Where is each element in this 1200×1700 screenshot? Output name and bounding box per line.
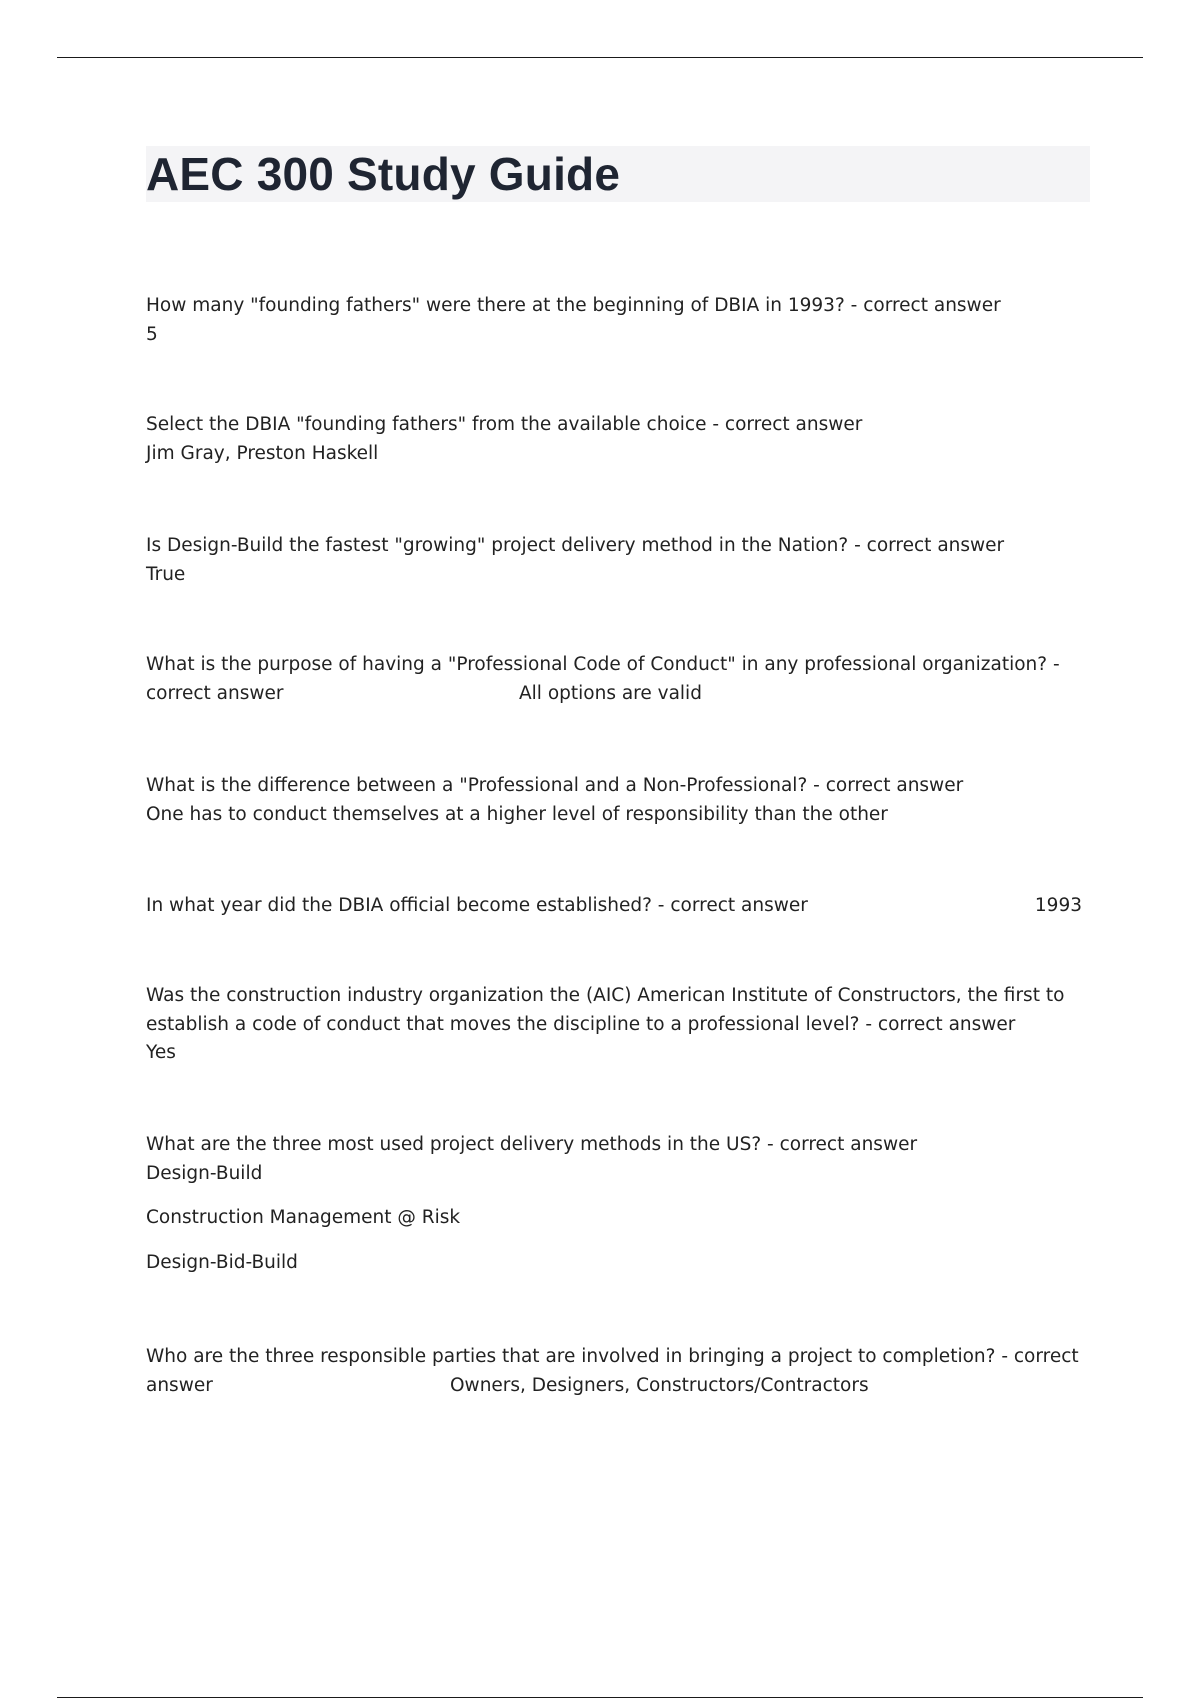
question-text: In what year did the DBIA official become established? - correct answer xyxy=(146,895,808,916)
qa-item xyxy=(146,532,1076,589)
qa-item xyxy=(146,1343,1079,1400)
question-text: correct answer xyxy=(146,682,284,704)
question-text: Is Design-Build the fastest "growing" project delivery method in the Nation? - correct answer xyxy=(146,535,1005,556)
qa-item xyxy=(146,892,1082,921)
qa-item xyxy=(146,1131,1076,1277)
question-text: establish a code of conduct that moves the discipline to a professional level? - correct answer xyxy=(146,1013,1016,1035)
answer-text: 1993 xyxy=(1034,895,1082,916)
answer-text: Design-Bid-Build xyxy=(146,1251,298,1273)
qa-item xyxy=(146,772,1076,829)
answer-text: True xyxy=(146,563,186,585)
answer-text: Design-Build xyxy=(146,1162,263,1184)
answer-text: 5 xyxy=(146,323,158,345)
qa-item xyxy=(146,411,1076,468)
qa-item xyxy=(146,982,1076,1068)
question-text: What is the difference between a "Professional and a Non-Professional? - correct answer xyxy=(146,775,964,796)
question-text: Was the construction industry organization the (AIC) American Institute of Constructors, the first to xyxy=(146,985,1065,1006)
question-text: Who are the three responsible parties that are involved in bringing a project to completion? - correct xyxy=(146,1346,1079,1367)
top-rule xyxy=(57,57,1143,58)
qa-item xyxy=(146,651,1076,708)
answer-text: All options are valid xyxy=(519,682,702,704)
answer-text: One has to conduct themselves at a higher level of responsibility than the other xyxy=(146,803,888,825)
question-text: How many "founding fathers" were there at the beginning of DBIA in 1993? - correct answer xyxy=(146,295,1001,316)
answer-text: Yes xyxy=(146,1042,176,1063)
question-text: answer xyxy=(146,1374,213,1396)
answer-text: Owners, Designers, Constructors/Contractors xyxy=(450,1374,869,1396)
answer-text: Construction Management @ Risk xyxy=(146,1207,461,1228)
question-text: What is the purpose of having a "Professional Code of Conduct" in any professional organization? - xyxy=(146,654,1060,675)
page-title: AEC 300 Study Guide xyxy=(146,148,621,200)
question-text: What are the three most used project delivery methods in the US? - correct answer xyxy=(146,1134,918,1155)
question-text: Select the DBIA "founding fathers" from the available choice - correct answer xyxy=(146,414,863,435)
qa-item xyxy=(146,292,1076,349)
bottom-rule xyxy=(57,1697,1143,1698)
answer-text: Jim Gray, Preston Haskell xyxy=(146,442,379,464)
